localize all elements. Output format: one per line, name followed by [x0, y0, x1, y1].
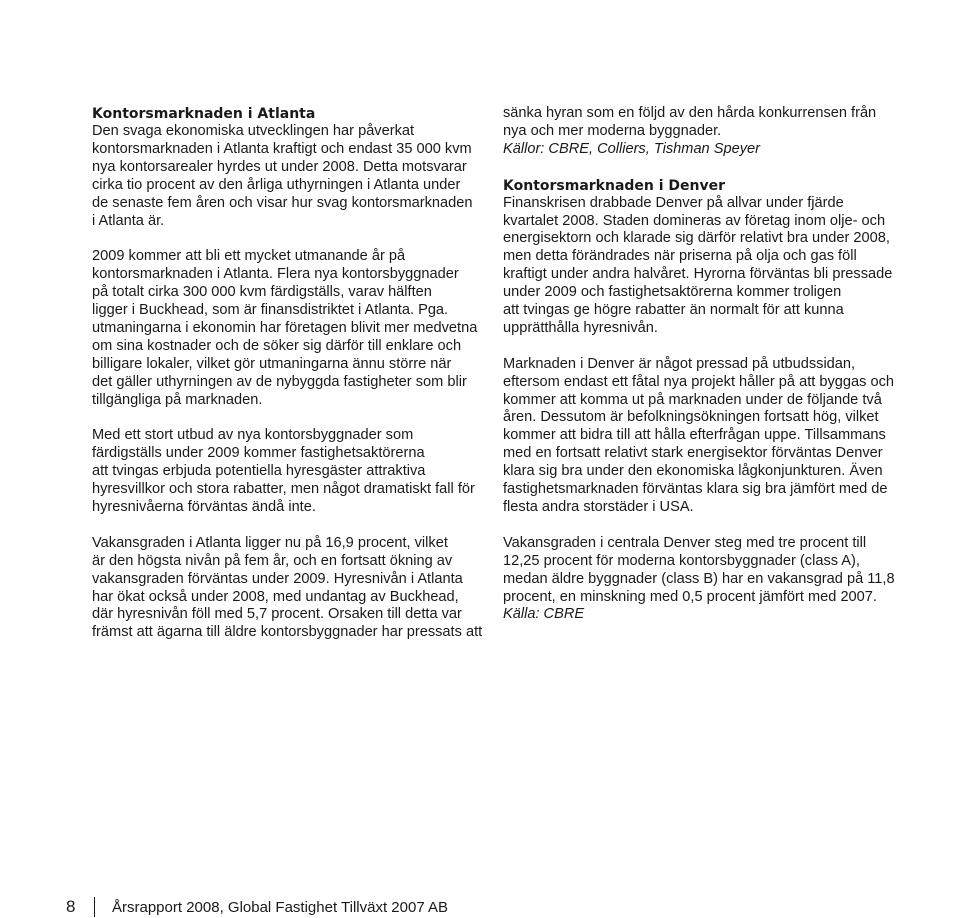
- paragraph: Vakansgraden i centrala Denver steg med tre procent till 12,25 procent för moderna kontorsbyggnader (class A), medan äldre byggnader (class B) har en vakansgrad på 11,8 procent, en minskning med 0,5 procent jämfört med 2007.: [503, 534, 895, 605]
- footer-divider: [94, 897, 95, 917]
- paragraph: Finanskrisen drabbade Denver på allvar under fjärde kvartalet 2008. Staden domineras av företag inom olje- och energisektorn och klarade sig därför relativt bra under 2008, men detta förändrades när priserna på olja och gas föll kraftigt under andra halvåret. Hyrorna förväntas bli pressade under 2009 och fastighetsaktörerna kommer troligen att tvingas ge högre rabatter än normalt för att kunna upprätthålla hyresnivån.: [503, 194, 893, 336]
- section-heading-denver: Kontorsmarknaden i Denver: [503, 177, 726, 194]
- paragraph-continuation: sänka hyran som en följd av den hårda konkurrensen från nya och mer moderna byggnader.: [503, 105, 877, 139]
- section-heading-atlanta: Kontorsmarknaden i Atlanta: [92, 106, 316, 122]
- paragraph: Vakansgraden i Atlanta ligger nu på 16,9 procent, vilket är den högsta nivån på fem år, och en fortsatt ökning av vakansgraden förväntas under 2009. Hyresnivån i Atlanta har ökat också under 2008, med undantag av Buckhead, där hyresnivån föll med 5,7 procent. Orsaken till detta var främst att ägarna till äldre kontorsbyggnader har pressats att: [92, 534, 483, 641]
- source-note-atlanta: Källor: CBRE, Colliers, Tishman Speyer: [503, 140, 760, 157]
- left-column: [92, 105, 484, 660]
- paragraph: Med ett stort utbud av nya kontorsbyggnader som färdigställs under 2009 kommer fastighetsaktörerna att tvingas erbjuda potentiella hyresgäster attraktiva hyresvillkor och stora rabatter, men något dramatiskt fall för hyresnivåerna förväntas ändå inte.: [92, 427, 475, 515]
- right-column: [503, 105, 895, 624]
- paragraph: Marknaden i Denver är något pressad på utbudssidan, eftersom endast ett fåtal nya projekt håller på att byggas och kommer att komma ut på marknaden under de följande två åren. Dessutom är befolkningsökningen fortsatt hög, vilket kommer att bidra till att hålla efterfrågan uppe. Tillsammans med en fortsatt relativt stark energisektor förväntas Denver klara sig bra under den ekonomiska lågkonjunkturen. Även fastighetsmarknaden förväntas klara sig bra jämfört med de flesta andra storstäder i USA.: [503, 355, 895, 515]
- paragraph: 2009 kommer att bli ett mycket utmanande år på kontorsmarknaden i Atlanta. Flera nya kontorsbyggnader på totalt cirka 300 000 kvm färdigställs, varav hälften ligger i Buckhead, som är finansdistriktet i Atlanta. Pga. utmaningarna i ekonomin har företagen blivit mer medvetna om sina kostnader och de söker sig därför till enklare och billigare lokaler, vilket gör utmaningarna ännu större när det gäller uthyrningen av de nybyggda fastigheter som blir tillgängliga på marknaden.: [92, 248, 478, 408]
- footer-title: Årsrapport 2008, Global Fastighet Tillväxt 2007 AB: [112, 898, 449, 916]
- page-number: 8: [66, 897, 76, 916]
- source-note-denver: Källa: CBRE: [503, 606, 585, 623]
- paragraph: Den svaga ekonomiska utvecklingen har påverkat kontorsmarknaden i Atlanta kraftigt och endast 35 000 kvm nya kontorsarealer hyrdes ut under 2008. Detta motsvarar cirka tio procent av den årliga uthyrningen i Atlanta under de senaste fem åren och visar hur svag kontorsmarknaden i Atlanta är.: [92, 123, 473, 229]
- page-footer: [66, 896, 448, 918]
